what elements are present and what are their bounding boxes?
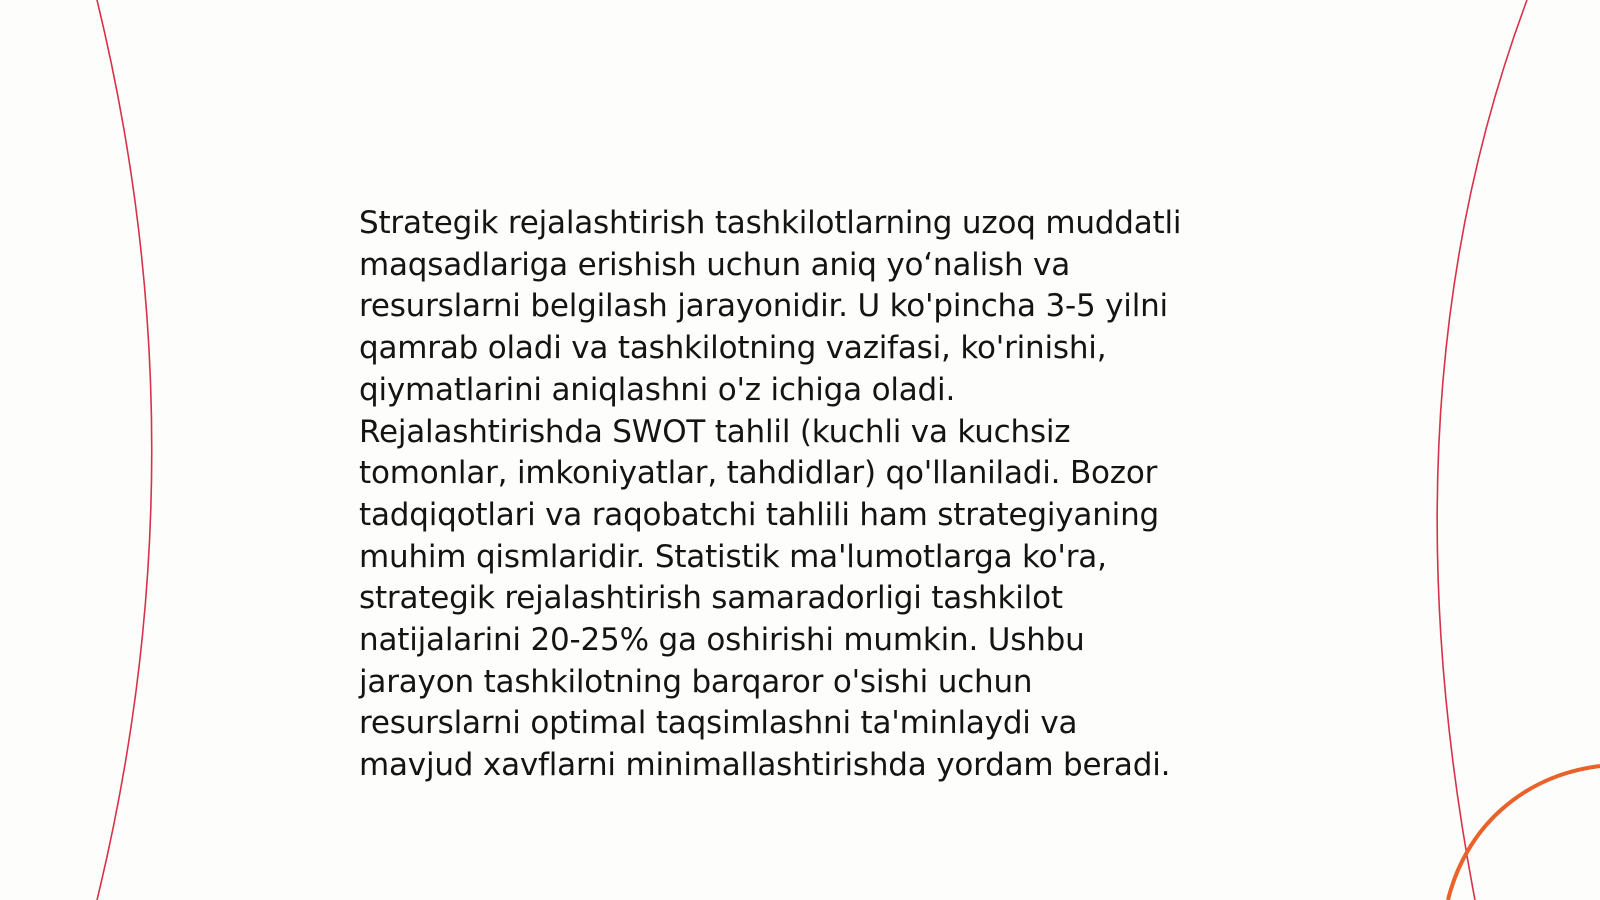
left-red-curve xyxy=(97,0,152,900)
right-red-curve xyxy=(1437,0,1527,900)
paragraph-line: natijalarini 20-25% ga oshirishi mumkin. Ushbu xyxy=(359,622,1085,659)
paragraph-line: maqsadlariga erishish uchun aniq yo‘nalish va xyxy=(359,246,1070,283)
paragraph-line: Strategik rejalashtirish tashkilotlarning uzoq muddatli xyxy=(359,205,1182,241)
paragraph-line: mavjud xavflarni minimallashtirishda yordam beradi. xyxy=(359,747,1171,784)
paragraph-line: tadqiqotlari va raqobatchi tahlili ham strategiyaning xyxy=(359,496,1160,533)
paragraph-line: Rejalashtirishda SWOT tahlil (kuchli va kuchsiz xyxy=(359,413,1071,450)
paragraph-line: qamrab oladi va tashkilotning vazifasi, ko'rinishi, xyxy=(359,330,1107,367)
paragraph-line: strategik rejalashtirish samaradorligi tashkilot xyxy=(359,580,1063,617)
paragraph-line: muhim qismlaridir. Statistik ma'lumotlarga ko'ra, xyxy=(359,538,1107,575)
paragraph-line: resurslarni optimal taqsimlashni ta'minlaydi va xyxy=(359,705,1078,742)
body-paragraph xyxy=(359,203,1259,787)
paragraph-line: qiymatlarini aniqlashni o'z ichiga oladi. xyxy=(359,371,956,408)
paragraph-line: jarayon tashkilotning barqaror o'sishi uchun xyxy=(359,663,1033,700)
paragraph-line: resurslarni belgilash jarayonidir. U ko'pincha 3-5 yilni xyxy=(359,288,1168,325)
paragraph-line: tomonlar, imkoniyatlar, tahdidlar) qo'llaniladi. Bozor xyxy=(359,455,1158,492)
